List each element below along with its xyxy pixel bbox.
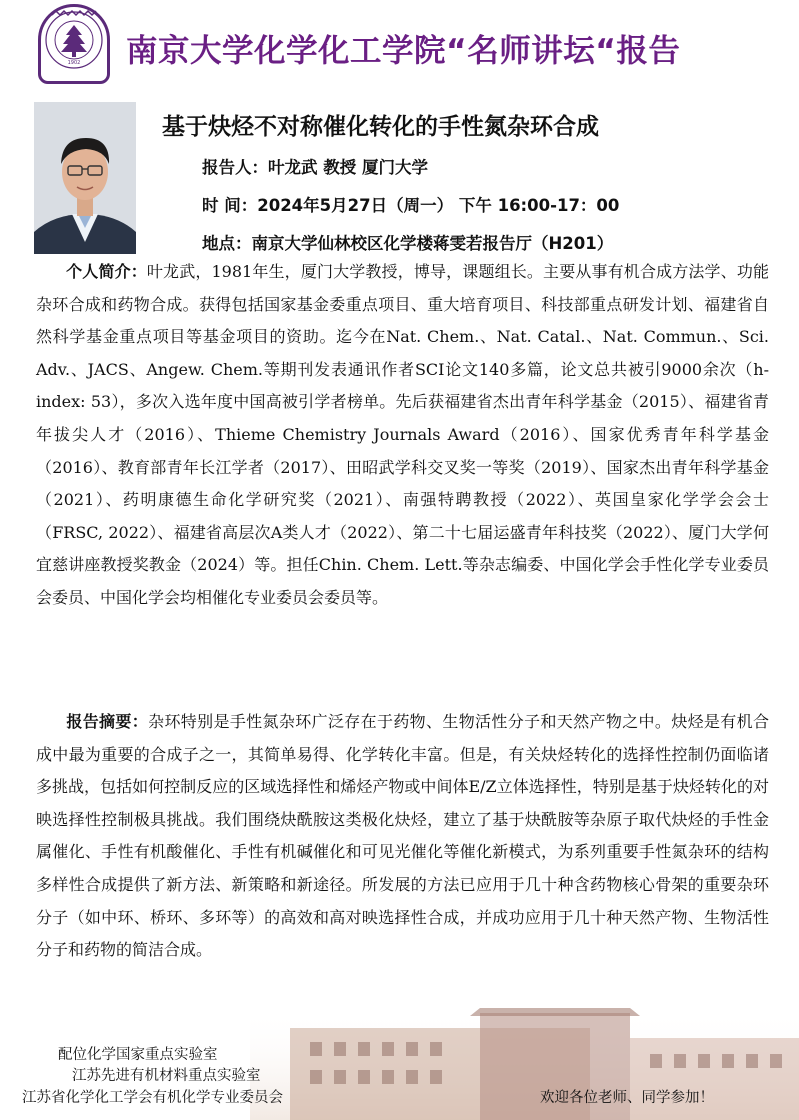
footer-org-2: 江苏先进有机材料重点实验室 (72, 1068, 261, 1084)
footer-org-3: 江苏省化学化工学会有机化学专业委员会 (22, 1090, 283, 1106)
speaker-line: 报告人：叶龙武 教授 厦门大学 (202, 158, 428, 177)
abstract-label: 报告摘要： (66, 712, 149, 731)
university-seal-icon (41, 7, 107, 81)
bio-label: 个人简介： (66, 262, 147, 281)
logo-year: 1902 (67, 60, 81, 66)
poster-header (0, 0, 799, 90)
university-logo (38, 4, 110, 84)
location-line: 地点：南京大学仙林校区化学楼蒋雯若报告厅（H201） (202, 234, 614, 253)
header-title: 南京大学化学化工学院“名师讲坛“报告 (126, 33, 681, 69)
talk-title: 基于炔烃不对称催化转化的手性氮杂环合成 (162, 114, 599, 140)
speaker-photo (34, 102, 136, 254)
bio-paragraph (36, 256, 769, 615)
abstract-text: 杂环特别是手性氮杂环广泛存在于药物、生物活性分子和天然产物之中。炔烃是有机合成中最为重要的合成子之一，其简单易得、化学转化丰富。但是，有关炔烃转化的选择性控制仍面临诸多挑战，包括如何控制反应的区域选择性和烯烃产物或中间体E/Z立体选择性，特别是基于炔烃转化的对映选择性控制极具挑战。我们围绕炔酰胺这类极化炔烃，建立了基于炔酰胺等杂原子取代炔烃的手性金属催化、手性有机酸催化、手性有机碱催化和可见光催化等催化新模式，为系列重要手性氮杂环的结构多样性合成提供了新方法、新策略和新途径。所发展的方法已应用于几十种含药物核心骨架的重要杂环分子（如中环、桥环、多环等）的高效和高对映选择性合成，并成功应用于几十种天然产物、生物活性分子和药物的简洁合成。 (36, 712, 769, 960)
footer-welcome: 欢迎各位老师、同学参加！ (540, 1090, 714, 1106)
footer-org-1: 配位化学国家重点实验室 (58, 1047, 218, 1063)
bio-text: 叶龙武，1981年生，厦门大学教授，博导，课题组长。主要从事有机合成方法学、功能杂环合成和药物合成。获得包括国家基金委重点项目、重大培育项目、科技部重点研发计划、福建省自然科学基金重点项目等基金项目的资助。迄今在Nat. Chem.、Nat. Catal.、Nat. Commun.、Sci. Adv.、JACS、Angew. Chem.等期刊发表通讯作者SCI论文140多篇，论文总共被引9000余次（h-index: 53），多次入选年度中国高被引学者榜单。先后获福建省杰出青年科学基金（2015）、福建省青年拔尖人才（2016）、Thieme Chemistry Journals Award（2016）、国家优秀青年科学基金（2016）、教育部青年长江学者（2017）、田昭武学科交叉奖一等奖（2019）、国家杰出青年科学基金（2021）、药明康德生命化学研究奖（2021）、南强特聘教授（2022）、英国皇家化学学会会士（FRSC, 2022）、福建省高层次A类人才（2022）、第二十七届运盛青年科技奖（2022）、厦门大学何宜慈讲座教授奖教金（2024）等。担任Chin. Chem. Lett.等杂志编委、中国化学会手性化学专业委员会委员、中国化学会均相催化专业委员会委员等。 (36, 262, 769, 607)
time-line: 时 间：2024年5月27日（周一） 下午 16:00-17：00 (202, 196, 620, 215)
abstract-paragraph (36, 706, 769, 967)
building-illustration (250, 1008, 799, 1120)
